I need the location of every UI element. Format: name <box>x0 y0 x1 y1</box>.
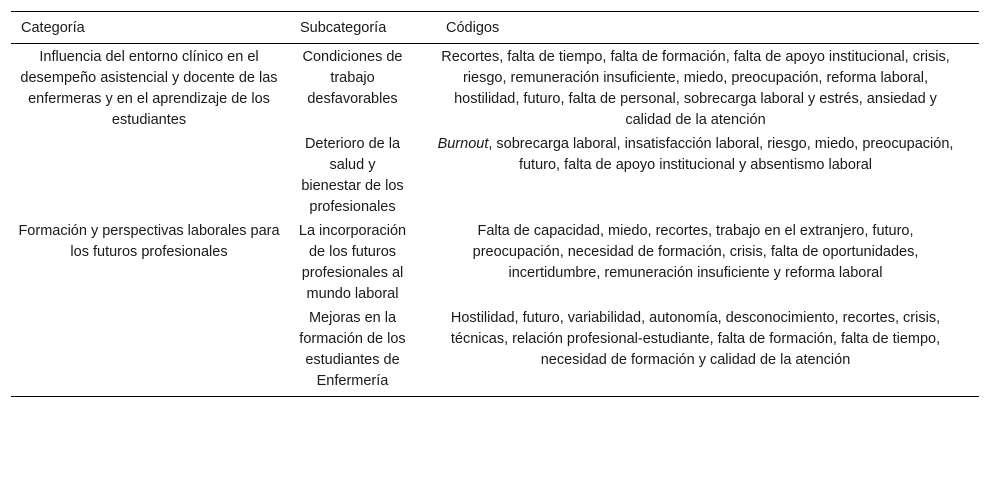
header-category: Categoría <box>21 19 85 36</box>
cell-codes <box>415 44 979 132</box>
cell-subcategory: La incorporación de los futuros profesionales al mundo laboral <box>298 223 407 302</box>
categories-table-container <box>11 11 979 397</box>
cell-codes-italic: Burnout <box>437 136 489 152</box>
cell-category: Influencia del entorno clínico en el desempeño asistencial y docente de las enfermeras y en el aprendizaje de los estudiantes <box>20 49 278 128</box>
cell-subcategory: Mejoras en la formación de los estudiantes de Enfermería <box>299 310 406 389</box>
cell-codes <box>415 305 979 397</box>
header-codes: Códigos <box>446 19 500 36</box>
cell-codes-text: Falta de capacidad, miedo, recortes, trabajo en el extranjero, futuro, preocupación, necesidad de formación, crisis, falta de oportunidades, incertidumbre, remuneración insuficiente y reforma laboral <box>472 223 919 281</box>
cell-category <box>11 131 289 218</box>
table-row <box>11 131 979 218</box>
table-body <box>11 44 979 397</box>
cell-codes-text: , sobrecarga laboral, insatisfacción laboral, riesgo, miedo, preocupación, futuro, falta de apoyo institucional y absentismo laboral <box>488 136 954 173</box>
header-row <box>11 12 979 44</box>
cell-codes <box>415 131 979 218</box>
table-header <box>11 12 979 44</box>
header-subcategory: Subcategoría <box>300 19 387 36</box>
cell-codes-text: Recortes, falta de tiempo, falta de formación, falta de apoyo institucional, crisis, riesgo, remuneración insuficiente, miedo, preocupación, reforma laboral, hostilidad, futuro, falta de personal, sobrecarga laboral y estrés, ansiedad y calidad de la atención <box>441 49 950 128</box>
cell-category: Formación y perspectivas laborales para los futuros profesionales <box>18 223 280 260</box>
table-row <box>11 218 979 305</box>
cell-codes <box>415 218 979 305</box>
cell-category <box>11 305 289 397</box>
cell-subcategory: Condiciones de trabajo desfavorables <box>302 49 403 107</box>
table-row <box>11 305 979 397</box>
categories-table <box>11 11 979 397</box>
cell-codes-text: Hostilidad, futuro, variabilidad, autonomía, desconocimiento, recortes, crisis, técnicas, relación profesional-estudiante, falta de formación, falta de tiempo, necesidad de formación y calidad de la atención <box>450 310 941 368</box>
table-row <box>11 44 979 132</box>
cell-subcategory: Deterioro de la salud y bienestar de los profesionales <box>301 136 404 215</box>
